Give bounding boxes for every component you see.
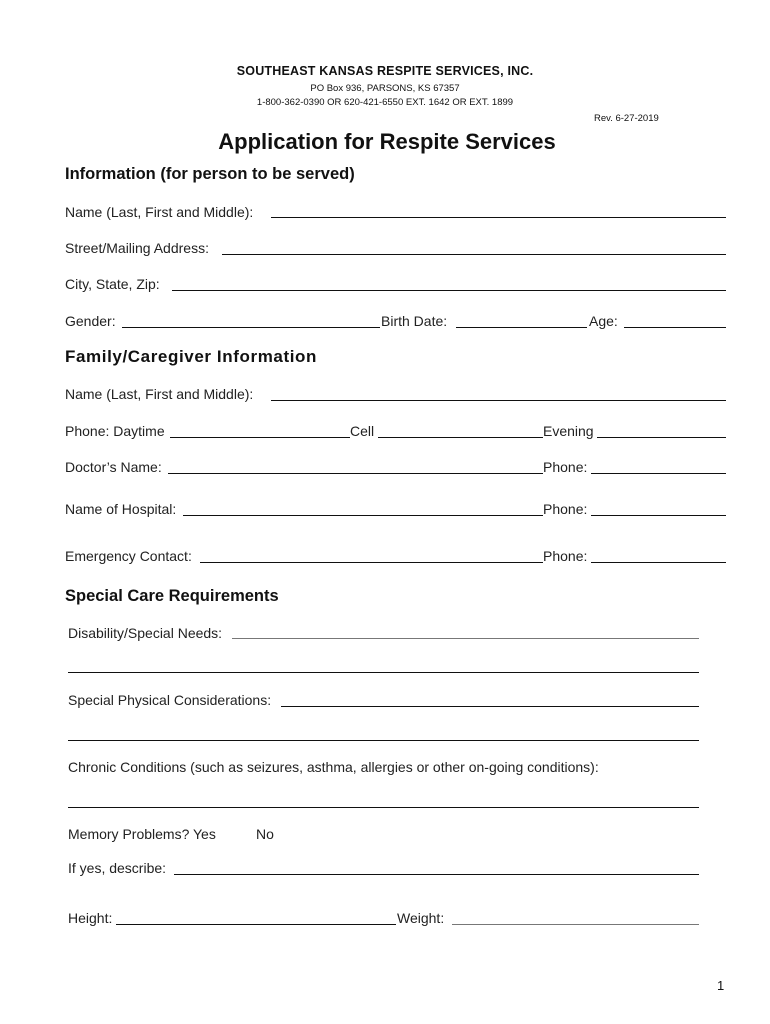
- person-address-label: Street/Mailing Address:: [65, 240, 209, 256]
- memory-problems-label: Memory Problems? Yes: [68, 826, 216, 842]
- disability-label: Disability/Special Needs:: [68, 625, 223, 641]
- emergency-phone-label: Phone:: [543, 548, 588, 564]
- evening-label: Evening: [543, 423, 594, 439]
- chronic-conditions-field[interactable]: [70, 793, 697, 807]
- family-name-label: Name (Last, First and Middle):: [65, 386, 254, 402]
- height-label: Height:: [68, 910, 113, 926]
- describe-field[interactable]: [176, 860, 697, 874]
- phone-daytime-field[interactable]: [172, 423, 348, 437]
- hospital-phone-label: Phone:: [543, 501, 588, 517]
- doctor-name-label: Doctor’s Name:: [65, 459, 162, 475]
- person-gender-label: Gender:: [65, 313, 116, 329]
- section-heading-care: Special Care Requirements: [65, 587, 279, 605]
- hospital-field[interactable]: [185, 501, 541, 515]
- phone-daytime-label: Phone: Daytime: [65, 423, 165, 439]
- revision-date: Rev. 6-27-2019: [594, 113, 659, 124]
- hospital-phone-field[interactable]: [593, 501, 724, 515]
- physical-considerations-label: Special Physical Considerations:: [68, 692, 272, 708]
- organization-address: PO Box 936, PARSONS, KS 67357: [310, 83, 460, 94]
- person-city-state-zip-field[interactable]: [174, 276, 724, 290]
- person-address-field[interactable]: [224, 240, 724, 254]
- doctor-name-field[interactable]: [170, 459, 541, 473]
- disability-field[interactable]: [234, 624, 697, 638]
- emergency-contact-label: Emergency Contact:: [65, 548, 192, 564]
- person-age-field[interactable]: [626, 313, 724, 327]
- disability-field-line-2[interactable]: [70, 658, 697, 672]
- doctor-phone-field[interactable]: [593, 459, 724, 473]
- person-age-label: Age:: [589, 313, 618, 329]
- physical-considerations-field[interactable]: [283, 692, 697, 706]
- person-name-field[interactable]: [273, 203, 723, 217]
- chronic-conditions-label: Chronic Conditions (such as seizures, asthma, allergies or other on-going conditions):: [68, 759, 599, 775]
- hospital-label: Name of Hospital:: [65, 501, 177, 517]
- cell-label: Cell: [350, 423, 375, 439]
- person-name-label: Name (Last, First and Middle):: [65, 204, 254, 220]
- weight-label: Weight:: [397, 910, 445, 926]
- cell-field[interactable]: [380, 423, 541, 437]
- person-birth-date-field[interactable]: [458, 313, 585, 327]
- weight-field[interactable]: [454, 910, 697, 924]
- organization-name: SOUTHEAST KANSAS RESPITE SERVICES, INC.: [236, 64, 534, 78]
- organization-phones: 1-800-362-0390 OR 620-421-6550 EXT. 1642 OR EXT. 1899: [256, 97, 514, 108]
- person-city-label: City, State, Zip:: [65, 276, 160, 292]
- page-number: 1: [717, 978, 725, 993]
- section-heading-person: Information (for person to be served): [65, 165, 355, 183]
- height-field[interactable]: [118, 910, 394, 924]
- person-birth-date-label: Birth Date:: [381, 313, 448, 329]
- physical-considerations-field-line-2[interactable]: [70, 726, 697, 740]
- person-gender-field[interactable]: [124, 313, 378, 327]
- memory-problems-no-option[interactable]: No: [256, 826, 274, 842]
- page-title: Application for Respite Services: [218, 129, 556, 154]
- evening-field[interactable]: [599, 423, 724, 437]
- section-heading-family: Family/Caregiver Information: [65, 347, 318, 366]
- family-name-field[interactable]: [273, 386, 723, 400]
- emergency-contact-field[interactable]: [202, 548, 541, 562]
- emergency-phone-field[interactable]: [593, 548, 724, 562]
- describe-label: If yes, describe:: [68, 860, 167, 876]
- doctor-phone-label: Phone:: [543, 459, 588, 475]
